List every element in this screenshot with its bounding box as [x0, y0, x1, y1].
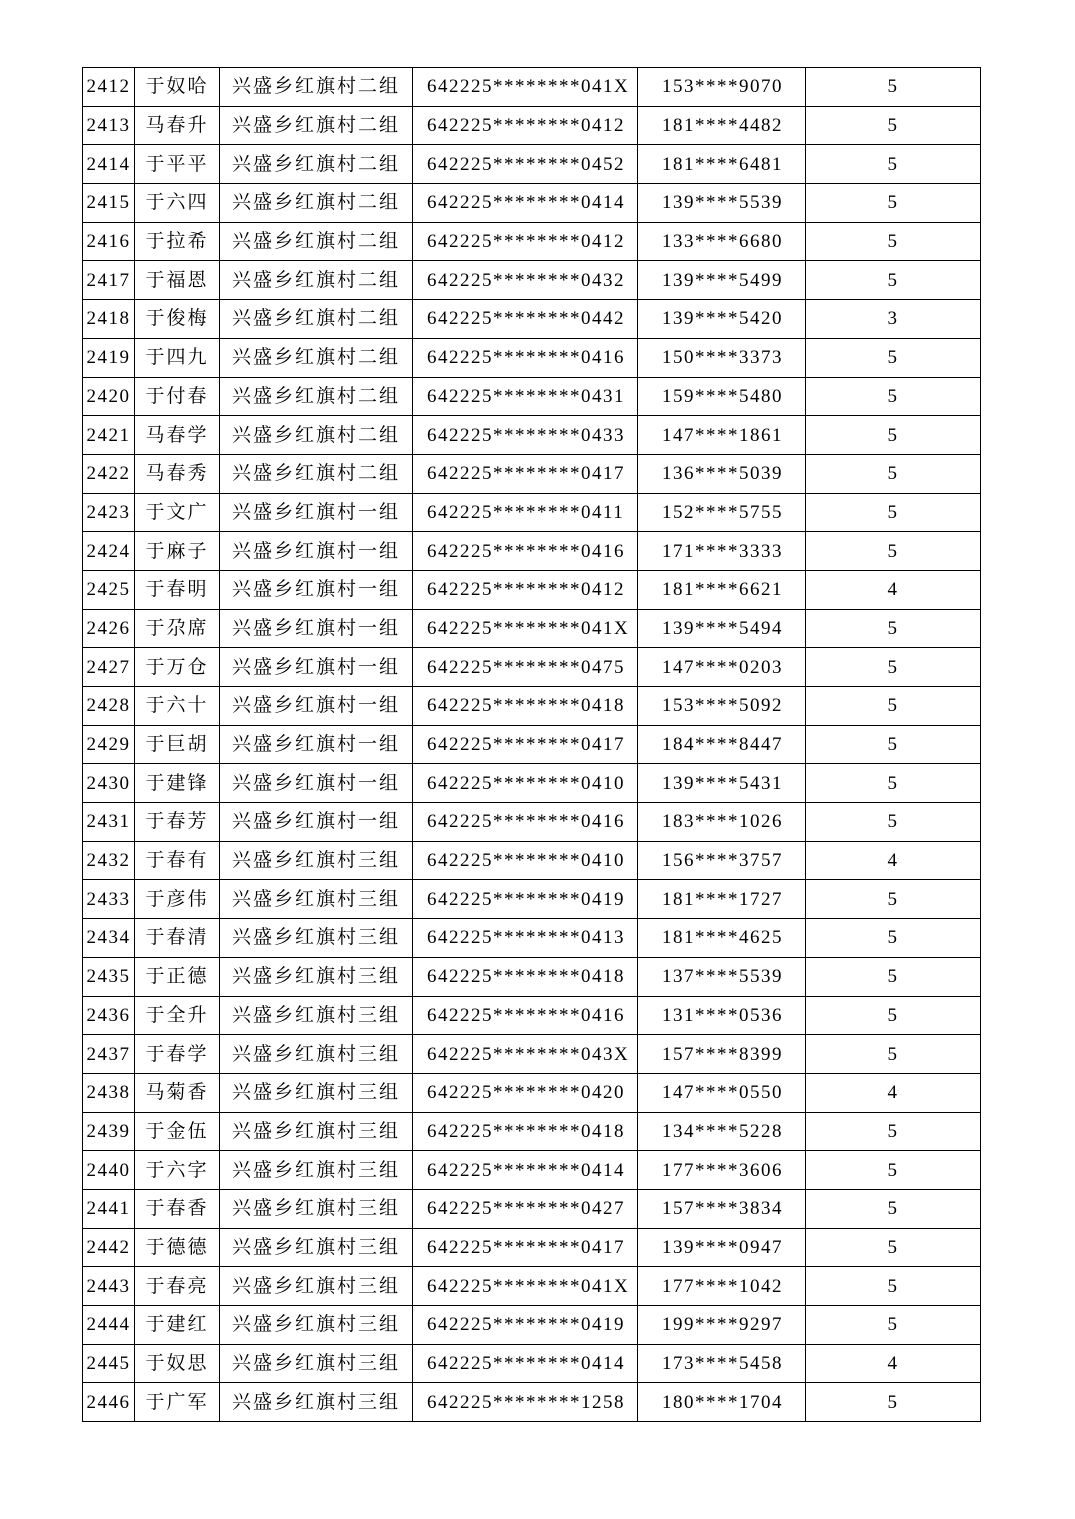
phone-number-cell: 150****3373: [638, 338, 806, 377]
person-name-cell: 于拉希: [135, 222, 220, 261]
phone-number-cell: 181****4482: [638, 106, 806, 145]
person-name-cell: 于广军: [135, 1383, 220, 1422]
id-number-cell: 642225********0416: [413, 338, 638, 377]
person-name-cell: 于四九: [135, 338, 220, 377]
row-number-cell: 2427: [83, 648, 135, 687]
row-number-cell: 2442: [83, 1228, 135, 1267]
phone-number-cell: 181****4625: [638, 919, 806, 958]
address-cell: 兴盛乡红旗村一组: [220, 493, 413, 532]
household-count-cell: 5: [806, 725, 981, 764]
person-name-cell: 马春升: [135, 106, 220, 145]
household-count-cell: 5: [806, 1112, 981, 1151]
row-number-cell: 2434: [83, 919, 135, 958]
phone-number-cell: 134****5228: [638, 1112, 806, 1151]
row-number-cell: 2429: [83, 725, 135, 764]
household-count-cell: 5: [806, 919, 981, 958]
table-row: [83, 764, 981, 803]
person-name-cell: 于春亮: [135, 1267, 220, 1306]
person-name-cell: 于春芳: [135, 803, 220, 842]
row-number-cell: 2423: [83, 493, 135, 532]
phone-number-cell: 139****5539: [638, 184, 806, 223]
table-row: [83, 1035, 981, 1074]
address-cell: 兴盛乡红旗村二组: [220, 300, 413, 339]
address-cell: 兴盛乡红旗村三组: [220, 1383, 413, 1422]
household-count-cell: 5: [806, 377, 981, 416]
table-row: [83, 1073, 981, 1112]
id-number-cell: 642225********0416: [413, 996, 638, 1035]
table-row: [83, 106, 981, 145]
phone-number-cell: 152****5755: [638, 493, 806, 532]
id-number-cell: 642225********0412: [413, 570, 638, 609]
phone-number-cell: 153****5092: [638, 687, 806, 726]
person-name-cell: 于麻子: [135, 532, 220, 571]
row-number-cell: 2444: [83, 1306, 135, 1345]
phone-number-cell: 157****8399: [638, 1035, 806, 1074]
address-cell: 兴盛乡红旗村二组: [220, 145, 413, 184]
household-count-cell: 5: [806, 1267, 981, 1306]
table-row: [83, 184, 981, 223]
address-cell: 兴盛乡红旗村二组: [220, 184, 413, 223]
household-count-cell: 5: [806, 145, 981, 184]
phone-number-cell: 157****3834: [638, 1189, 806, 1228]
id-number-cell: 642225********0412: [413, 106, 638, 145]
address-cell: 兴盛乡红旗村二组: [220, 338, 413, 377]
row-number-cell: 2416: [83, 222, 135, 261]
id-number-cell: 642225********0412: [413, 222, 638, 261]
table-row: [83, 1112, 981, 1151]
address-cell: 兴盛乡红旗村三组: [220, 1344, 413, 1383]
person-name-cell: 于正德: [135, 957, 220, 996]
address-cell: 兴盛乡红旗村三组: [220, 1112, 413, 1151]
person-name-cell: 于春有: [135, 841, 220, 880]
address-cell: 兴盛乡红旗村三组: [220, 1073, 413, 1112]
person-name-cell: 于福恩: [135, 261, 220, 300]
phone-number-cell: 181****6481: [638, 145, 806, 184]
person-name-cell: 于六字: [135, 1151, 220, 1190]
table-row: [83, 68, 981, 107]
row-number-cell: 2422: [83, 454, 135, 493]
table-row: [83, 145, 981, 184]
row-number-cell: 2437: [83, 1035, 135, 1074]
row-number-cell: 2428: [83, 687, 135, 726]
id-number-cell: 642225********0417: [413, 1228, 638, 1267]
id-number-cell: 642225********0433: [413, 416, 638, 455]
table-row: [83, 1383, 981, 1422]
household-count-cell: 4: [806, 841, 981, 880]
address-cell: 兴盛乡红旗村三组: [220, 1035, 413, 1074]
row-number-cell: 2418: [83, 300, 135, 339]
person-name-cell: 于春明: [135, 570, 220, 609]
phone-number-cell: 171****3333: [638, 532, 806, 571]
table-row: [83, 338, 981, 377]
person-name-cell: 于文广: [135, 493, 220, 532]
household-count-cell: 5: [806, 1189, 981, 1228]
address-cell: 兴盛乡红旗村三组: [220, 1267, 413, 1306]
address-cell: 兴盛乡红旗村一组: [220, 609, 413, 648]
table-row: [83, 493, 981, 532]
household-count-cell: 5: [806, 996, 981, 1035]
table-row: [83, 687, 981, 726]
id-number-cell: 642225********0431: [413, 377, 638, 416]
table-row: [83, 416, 981, 455]
person-name-cell: 于尕席: [135, 609, 220, 648]
household-count-cell: 5: [806, 493, 981, 532]
address-cell: 兴盛乡红旗村二组: [220, 222, 413, 261]
person-name-cell: 于春学: [135, 1035, 220, 1074]
person-name-cell: 于德德: [135, 1228, 220, 1267]
phone-number-cell: 199****9297: [638, 1306, 806, 1345]
household-count-cell: 5: [806, 454, 981, 493]
roster-body: [83, 68, 981, 1422]
address-cell: 兴盛乡红旗村二组: [220, 106, 413, 145]
table-row: [83, 996, 981, 1035]
household-count-cell: 5: [806, 1228, 981, 1267]
person-name-cell: 于全升: [135, 996, 220, 1035]
person-name-cell: 马菊香: [135, 1073, 220, 1112]
person-name-cell: 于春香: [135, 1189, 220, 1228]
address-cell: 兴盛乡红旗村三组: [220, 996, 413, 1035]
person-name-cell: 马春秀: [135, 454, 220, 493]
id-number-cell: 642225********0418: [413, 957, 638, 996]
phone-number-cell: 131****0536: [638, 996, 806, 1035]
phone-number-cell: 173****5458: [638, 1344, 806, 1383]
id-number-cell: 642225********043X: [413, 1035, 638, 1074]
household-count-cell: 5: [806, 68, 981, 107]
phone-number-cell: 137****5539: [638, 957, 806, 996]
household-count-cell: 3: [806, 300, 981, 339]
phone-number-cell: 133****6680: [638, 222, 806, 261]
phone-number-cell: 177****1042: [638, 1267, 806, 1306]
id-number-cell: 642225********0416: [413, 803, 638, 842]
phone-number-cell: 156****3757: [638, 841, 806, 880]
row-number-cell: 2414: [83, 145, 135, 184]
phone-number-cell: 184****8447: [638, 725, 806, 764]
person-name-cell: 于春清: [135, 919, 220, 958]
person-name-cell: 于奴哈: [135, 68, 220, 107]
phone-number-cell: 153****9070: [638, 68, 806, 107]
table-row: [83, 919, 981, 958]
address-cell: 兴盛乡红旗村二组: [220, 416, 413, 455]
row-number-cell: 2432: [83, 841, 135, 880]
person-name-cell: 于平平: [135, 145, 220, 184]
id-number-cell: 642225********0411: [413, 493, 638, 532]
household-count-cell: 4: [806, 1073, 981, 1112]
phone-number-cell: 139****5420: [638, 300, 806, 339]
address-cell: 兴盛乡红旗村三组: [220, 880, 413, 919]
row-number-cell: 2421: [83, 416, 135, 455]
row-number-cell: 2417: [83, 261, 135, 300]
person-name-cell: 马春学: [135, 416, 220, 455]
table-row: [83, 1267, 981, 1306]
address-cell: 兴盛乡红旗村二组: [220, 68, 413, 107]
id-number-cell: 642225********0416: [413, 532, 638, 571]
id-number-cell: 642225********0410: [413, 841, 638, 880]
household-count-cell: 4: [806, 570, 981, 609]
person-name-cell: 于六十: [135, 687, 220, 726]
address-cell: 兴盛乡红旗村一组: [220, 532, 413, 571]
household-count-cell: 5: [806, 532, 981, 571]
household-count-cell: 5: [806, 1151, 981, 1190]
address-cell: 兴盛乡红旗村三组: [220, 957, 413, 996]
person-name-cell: 于彦伟: [135, 880, 220, 919]
table-row: [83, 454, 981, 493]
person-name-cell: 于巨胡: [135, 725, 220, 764]
row-number-cell: 2446: [83, 1383, 135, 1422]
id-number-cell: 642225********0414: [413, 1151, 638, 1190]
table-row: [83, 1344, 981, 1383]
person-name-cell: 于付春: [135, 377, 220, 416]
row-number-cell: 2412: [83, 68, 135, 107]
row-number-cell: 2439: [83, 1112, 135, 1151]
id-number-cell: 642225********0419: [413, 1306, 638, 1345]
phone-number-cell: 181****1727: [638, 880, 806, 919]
table-row: [83, 222, 981, 261]
table-row: [83, 377, 981, 416]
phone-number-cell: 147****0203: [638, 648, 806, 687]
household-count-cell: 5: [806, 1035, 981, 1074]
household-count-cell: 5: [806, 764, 981, 803]
address-cell: 兴盛乡红旗村三组: [220, 919, 413, 958]
row-number-cell: 2424: [83, 532, 135, 571]
id-number-cell: 642225********0413: [413, 919, 638, 958]
address-cell: 兴盛乡红旗村三组: [220, 1306, 413, 1345]
id-number-cell: 642225********0419: [413, 880, 638, 919]
phone-number-cell: 177****3606: [638, 1151, 806, 1190]
address-cell: 兴盛乡红旗村三组: [220, 1189, 413, 1228]
address-cell: 兴盛乡红旗村一组: [220, 803, 413, 842]
person-name-cell: 于俊梅: [135, 300, 220, 339]
address-cell: 兴盛乡红旗村三组: [220, 1151, 413, 1190]
row-number-cell: 2426: [83, 609, 135, 648]
row-number-cell: 2431: [83, 803, 135, 842]
table-row: [83, 1189, 981, 1228]
roster-table: [82, 67, 981, 1422]
household-count-cell: 5: [806, 261, 981, 300]
address-cell: 兴盛乡红旗村一组: [220, 570, 413, 609]
id-number-cell: 642225********041X: [413, 68, 638, 107]
table-row: [83, 532, 981, 571]
person-name-cell: 于奴思: [135, 1344, 220, 1383]
row-number-cell: 2430: [83, 764, 135, 803]
household-count-cell: 5: [806, 184, 981, 223]
address-cell: 兴盛乡红旗村一组: [220, 725, 413, 764]
id-number-cell: 642225********0410: [413, 764, 638, 803]
row-number-cell: 2443: [83, 1267, 135, 1306]
household-count-cell: 5: [806, 1306, 981, 1345]
phone-number-cell: 180****1704: [638, 1383, 806, 1422]
person-name-cell: 于建锋: [135, 764, 220, 803]
table-row: [83, 570, 981, 609]
id-number-cell: 642225********0452: [413, 145, 638, 184]
address-cell: 兴盛乡红旗村二组: [220, 454, 413, 493]
household-count-cell: 5: [806, 106, 981, 145]
id-number-cell: 642225********0427: [413, 1189, 638, 1228]
person-name-cell: 于六四: [135, 184, 220, 223]
table-row: [83, 725, 981, 764]
phone-number-cell: 147****0550: [638, 1073, 806, 1112]
id-number-cell: 642225********0414: [413, 1344, 638, 1383]
household-count-cell: 5: [806, 416, 981, 455]
id-number-cell: 642225********0442: [413, 300, 638, 339]
table-row: [83, 1228, 981, 1267]
id-number-cell: 642225********0417: [413, 454, 638, 493]
id-number-cell: 642225********0417: [413, 725, 638, 764]
table-row: [83, 1151, 981, 1190]
row-number-cell: 2433: [83, 880, 135, 919]
household-count-cell: 5: [806, 687, 981, 726]
person-name-cell: 于金伍: [135, 1112, 220, 1151]
household-count-cell: 5: [806, 338, 981, 377]
row-number-cell: 2420: [83, 377, 135, 416]
address-cell: 兴盛乡红旗村三组: [220, 1228, 413, 1267]
id-number-cell: 642225********0432: [413, 261, 638, 300]
address-cell: 兴盛乡红旗村三组: [220, 841, 413, 880]
phone-number-cell: 147****1861: [638, 416, 806, 455]
phone-number-cell: 159****5480: [638, 377, 806, 416]
id-number-cell: 642225********041X: [413, 1267, 638, 1306]
table-row: [83, 841, 981, 880]
id-number-cell: 642225********0414: [413, 184, 638, 223]
address-cell: 兴盛乡红旗村一组: [220, 648, 413, 687]
household-count-cell: 5: [806, 609, 981, 648]
phone-number-cell: 139****5494: [638, 609, 806, 648]
phone-number-cell: 139****5431: [638, 764, 806, 803]
address-cell: 兴盛乡红旗村一组: [220, 764, 413, 803]
table-row: [83, 803, 981, 842]
table-row: [83, 300, 981, 339]
household-count-cell: 5: [806, 222, 981, 261]
row-number-cell: 2438: [83, 1073, 135, 1112]
household-count-cell: 5: [806, 803, 981, 842]
row-number-cell: 2419: [83, 338, 135, 377]
row-number-cell: 2440: [83, 1151, 135, 1190]
id-number-cell: 642225********1258: [413, 1383, 638, 1422]
row-number-cell: 2435: [83, 957, 135, 996]
id-number-cell: 642225********0475: [413, 648, 638, 687]
row-number-cell: 2441: [83, 1189, 135, 1228]
person-name-cell: 于万仓: [135, 648, 220, 687]
table-row: [83, 609, 981, 648]
household-count-cell: 5: [806, 880, 981, 919]
row-number-cell: 2445: [83, 1344, 135, 1383]
table-row: [83, 957, 981, 996]
address-cell: 兴盛乡红旗村一组: [220, 687, 413, 726]
phone-number-cell: 136****5039: [638, 454, 806, 493]
phone-number-cell: 139****5499: [638, 261, 806, 300]
household-count-cell: 4: [806, 1344, 981, 1383]
address-cell: 兴盛乡红旗村二组: [220, 377, 413, 416]
row-number-cell: 2413: [83, 106, 135, 145]
row-number-cell: 2425: [83, 570, 135, 609]
household-count-cell: 5: [806, 648, 981, 687]
table-row: [83, 648, 981, 687]
row-number-cell: 2436: [83, 996, 135, 1035]
id-number-cell: 642225********0420: [413, 1073, 638, 1112]
table-row: [83, 261, 981, 300]
table-row: [83, 1306, 981, 1345]
address-cell: 兴盛乡红旗村二组: [220, 261, 413, 300]
id-number-cell: 642225********0418: [413, 1112, 638, 1151]
household-count-cell: 5: [806, 1383, 981, 1422]
phone-number-cell: 139****0947: [638, 1228, 806, 1267]
person-name-cell: 于建红: [135, 1306, 220, 1345]
id-number-cell: 642225********041X: [413, 609, 638, 648]
phone-number-cell: 181****6621: [638, 570, 806, 609]
row-number-cell: 2415: [83, 184, 135, 223]
phone-number-cell: 183****1026: [638, 803, 806, 842]
table-row: [83, 880, 981, 919]
id-number-cell: 642225********0418: [413, 687, 638, 726]
household-count-cell: 5: [806, 957, 981, 996]
